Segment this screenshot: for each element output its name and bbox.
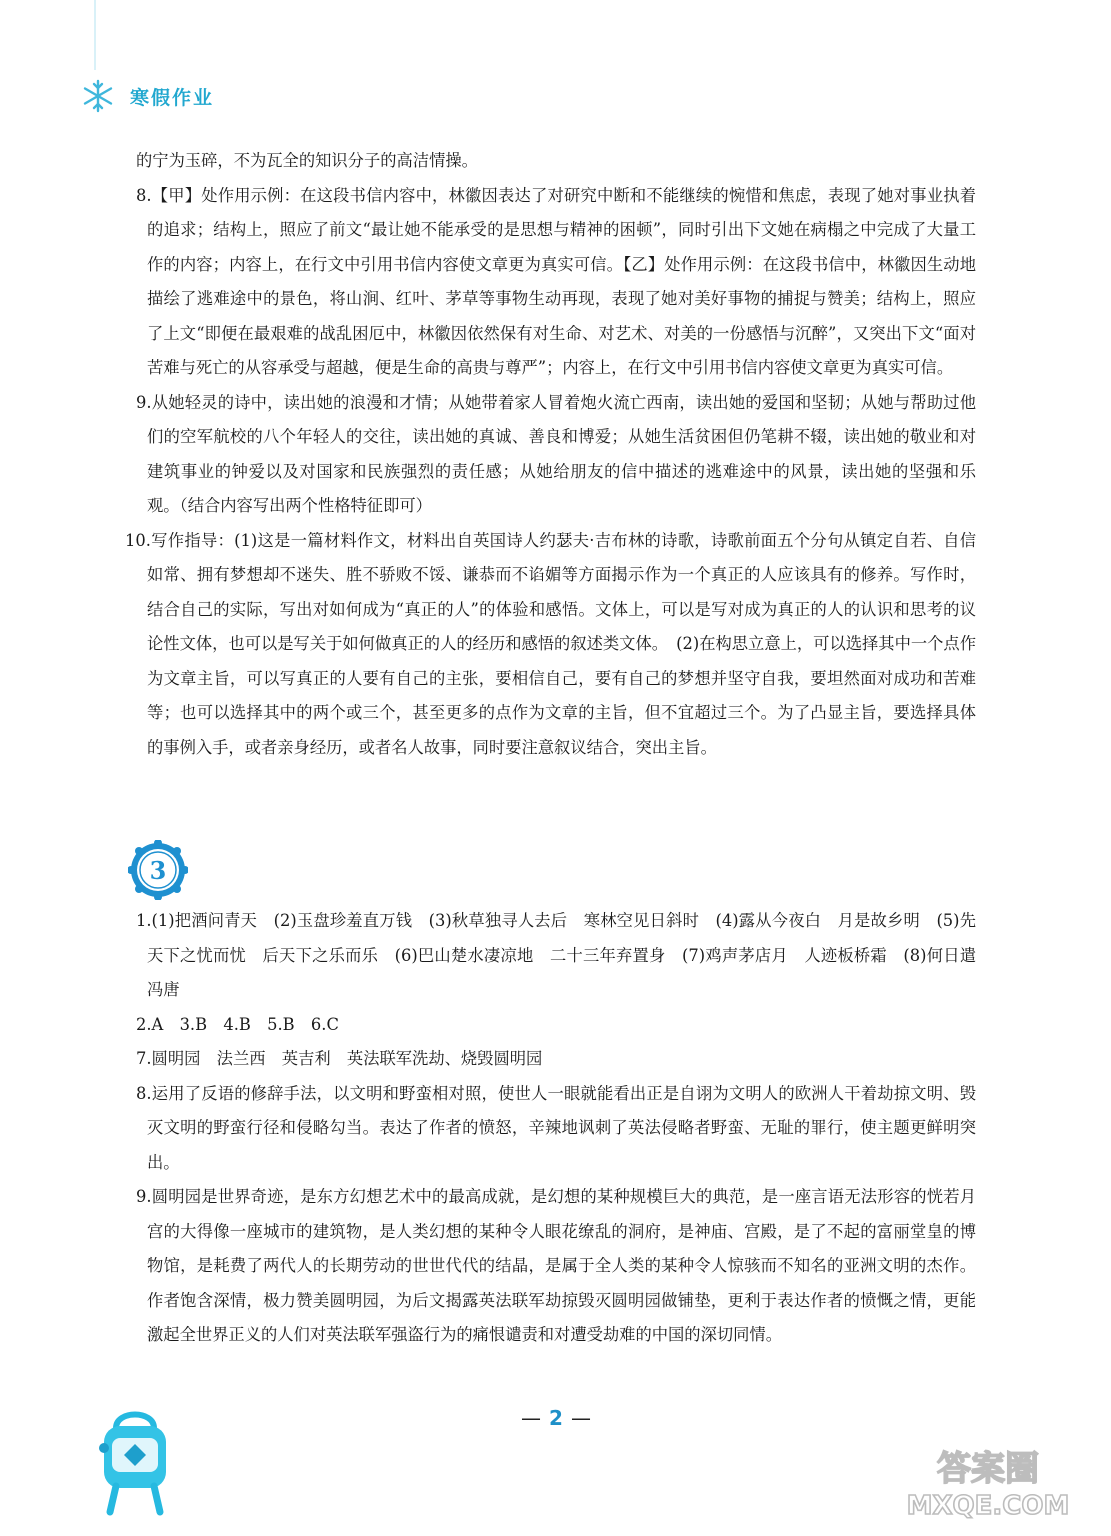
backpack-mascot-icon (96, 1400, 174, 1518)
answer-item: 10.写作指导：(1)这是一篇材料作文，材料出自英国诗人约瑟夫·吉布林的诗歌，诗歌前面五个分句从镇定自若、自信如常、拥有梦想却不迷失、胜不骄败不馁、谦恭而不谄媚等方面揭示作为一个真正的人应该具有的修养。写作时，结合自己的实际，写出对如何成为“真正的人”的体验和感悟。文体上，可以是写对成为真正的人的认识和思考的议论性文体，也可以是写关于如何做真正的人的经历和感悟的叙述类文体。 (2)在构思立意上，可以选择其中一个点作为文章主旨，可以写真正的人要有自己的主张，要相信自己，要有自己的梦想并坚守自我，要坦然面对成功和苦难等；也可以选择其中的两个或三个，甚至更多的点作为文章的主旨，但不宜超过三个。为了凸显主旨，要选择具体的事例入手，或者亲身经历，或者名人故事，同时要注意叙议结合，突出主旨。 (125, 530, 976, 757)
section-3-answers (136, 904, 976, 1353)
watermark-mark: 答案圈 (937, 1449, 1039, 1489)
answer-item: 8.运用了反语的修辞手法，以文明和野蛮相对照，使世人一眼就能看出正是自诩为文明人的欧洲人干着劫掠文明、毁灭文明的野蛮行径和侵略勾当。表达了作者的愤怒，辛辣地讽刺了英法侵略者野蛮、无耻的罪行，使主题更鲜明突出。 (136, 1083, 976, 1172)
answer-continuation: 的宁为玉碎，不为瓦全的知识分子的高洁情操。 (136, 151, 478, 170)
answer-item: 7.圆明园 法兰西 英吉利 英法联军洗劫、烧毁圆明园 (136, 1049, 543, 1068)
answer-item: 9.圆明园是世界奇迹，是东方幻想艺术中的最高成就，是幻想的某种规模巨大的典范，是一座言语无法形容的恍若月宫的大得像一座城市的建筑物，是人类幻想的某种令人眼花缭乱的洞府，是神庙、宫殿，是了不起的富丽堂皇的博物馆，是耗费了两代人的长期劳动的世世代代的结晶，是属于全人类的某种令人惊骇而不知名的亚洲文明的杰作。作者饱含深情，极力赞美圆明园，为后文揭露英法联军劫掠毁灭圆明园做铺垫，更利于表达作者的愤慨之情，更能激起全世界正义的人们对英法联军强盗行为的痛恨谴责和对遭受劫难的中国的深切同情。 (136, 1187, 976, 1344)
section-3-badge (128, 840, 188, 900)
watermark-text: MXQE.COM (906, 1491, 1070, 1521)
page-header (80, 78, 214, 114)
page-dash-left: — (521, 1406, 542, 1430)
section-2-answers (125, 144, 976, 765)
section-3-number: 3 (149, 856, 167, 885)
header-title: 寒假作业 (130, 86, 215, 109)
answer-item: 2.A 3.B 4.B 5.B 6.C (136, 1014, 339, 1034)
answer-item: 1.(1)把酒问青天 (2)玉盘珍羞直万钱 (3)秋草独寻人去后 寒林空见日斜时 (4)露从今夜白 月是故乡明 (5)先天下之忧而忧 后天下之乐而乐 (6)巴山楚水凄凉地 二十三年弃置身 (7)鸡声茅店月 人迹板桥霜 (8)何日遣冯唐 (136, 911, 976, 999)
page-number (508, 1406, 604, 1430)
watermark-logo (883, 1440, 1093, 1522)
page-dash-right: — (570, 1406, 591, 1430)
decorative-line (94, 0, 96, 70)
page-number-value: 2 (549, 1406, 563, 1430)
answer-item: 8.【甲】处作用示例：在这段书信内容中，林徽因表达了对研究中断和不能继续的惋惜和焦虑，表现了她对事业执着的追求；结构上，照应了前文“最让她不能承受的是思想与精神的困顿”，同时引出下文她在病榻之中完成了大量工作的内容；内容上，在行文中引用书信内容使文章更为真实可信。【乙】处作用示例：在这段书信中，林徽因生动地描绘了逃难途中的景色，将山涧、红叶、茅草等事物生动再现，表现了她对美好事物的捕捉与赞美；结构上，照应了上文“即便在最艰难的战乱困厄中，林徽因依然保有对生命、对艺术、对美的一份感悟与沉醉”，又突出下文“面对苦难与死亡的从容承受与超越，便是生命的高贵与尊严”；内容上，在行文中引用书信内容使文章更为真实可信。 (136, 185, 976, 377)
answer-item: 9.从她轻灵的诗中，读出她的浪漫和才情；从她带着家人冒着炮火流亡西南，读出她的爱国和坚韧；从她与帮助过他们的空军航校的八个年轻人的交往，读出她的真诚、善良和博爱；从她生活贫困但仍笔耕不辍，读出她的敬业和对建筑事业的钟爱以及对国家和民族强烈的责任感；从她给朋友的信中描述的逃难途中的风景，读出她的坚强和乐观。（结合内容写出两个性格特征即可） (136, 392, 976, 515)
snowflake-icon (80, 78, 116, 114)
